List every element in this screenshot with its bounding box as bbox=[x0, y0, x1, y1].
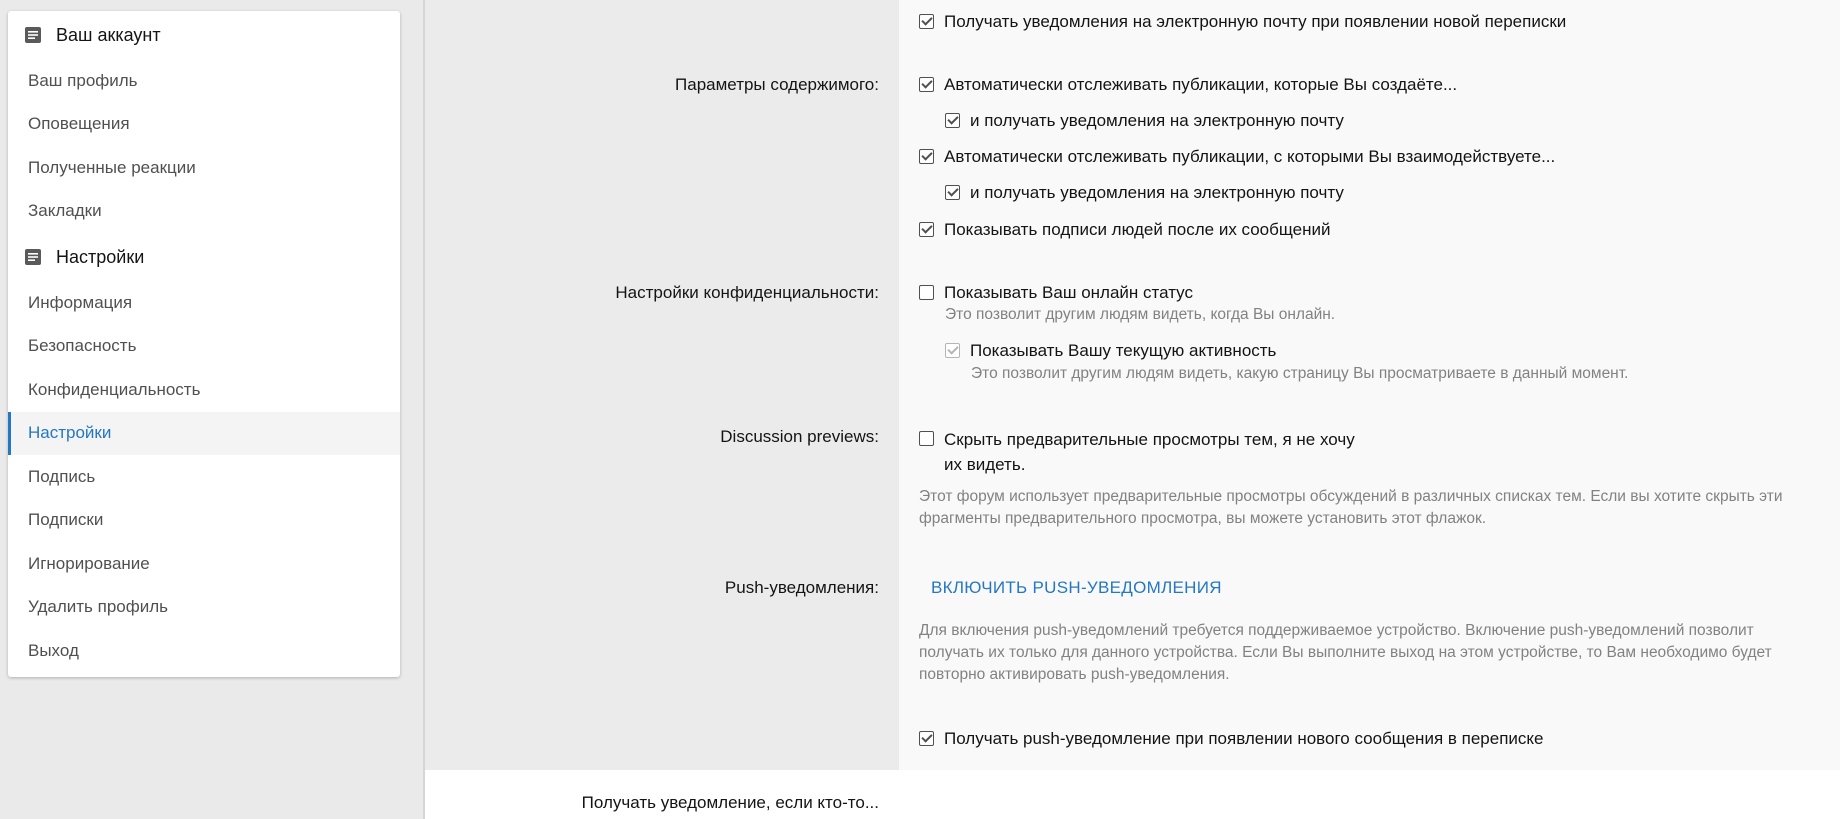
show-online-hint: Это позволит другим людям видеть, когда Вы онлайн. bbox=[945, 306, 1336, 323]
sidebar-area bbox=[0, 0, 424, 819]
discussion-previews-label: Discussion previews: bbox=[720, 427, 879, 446]
push-new-message-checkbox[interactable] bbox=[919, 731, 934, 746]
show-activity-checkbox[interactable] bbox=[945, 343, 960, 358]
sidebar-item-preferences[interactable]: Настройки bbox=[8, 412, 400, 456]
email-new-conversation-option[interactable]: Получать уведомления на электронную почту при появлении новой переписки bbox=[919, 12, 1566, 32]
push-new-message-option[interactable]: Получать push-уведомление при появлении нового сообщения в переписке bbox=[919, 729, 1543, 749]
watch-interacted-email-checkbox[interactable] bbox=[945, 185, 960, 200]
sidebar-item-profile[interactable]: Ваш профиль bbox=[28, 70, 138, 90]
sidebar-item-privacy[interactable]: Конфиденциальность bbox=[28, 379, 201, 399]
show-signatures-option[interactable]: Показывать подписи людей после их сообщений bbox=[919, 220, 1331, 240]
watch-created-email-checkbox[interactable] bbox=[945, 113, 960, 128]
hide-previews-option[interactable] bbox=[919, 427, 1355, 477]
show-online-checkbox[interactable] bbox=[919, 285, 934, 300]
sidebar-item-info[interactable]: Информация bbox=[28, 292, 133, 312]
sidebar-section-title: Ваш аккаунт bbox=[56, 24, 161, 45]
sidebar-item-logout[interactable]: Выход bbox=[28, 640, 79, 660]
document-icon bbox=[24, 26, 42, 44]
notify-if-someone-label: Получать уведомление, если кто-то... bbox=[581, 793, 879, 812]
sidebar-section-title: Настройки bbox=[56, 246, 145, 267]
sidebar-item-alerts[interactable]: Оповещения bbox=[28, 114, 130, 134]
sidebar-section-account bbox=[8, 11, 400, 59]
sidebar-item-security[interactable]: Безопасность bbox=[28, 336, 137, 356]
watch-interacted-checkbox[interactable] bbox=[919, 149, 934, 164]
sidebar-item-bookmarks[interactable]: Закладки bbox=[28, 201, 102, 221]
content-options-label: Параметры содержимого: bbox=[675, 75, 879, 94]
next-section-row bbox=[425, 770, 1840, 819]
email-new-conversation-checkbox[interactable] bbox=[919, 14, 934, 29]
hide-previews-text-line1: Скрыть предварительные просмотры тем, я не хочу bbox=[944, 430, 1355, 449]
show-online-option[interactable]: Показывать Ваш онлайн статус bbox=[919, 283, 1193, 303]
watch-interacted-email-option[interactable]: и получать уведомления на электронную почту bbox=[945, 183, 1344, 203]
watch-created-email-option[interactable]: и получать уведомления на электронную почту bbox=[945, 111, 1344, 131]
watch-created-checkbox[interactable] bbox=[919, 77, 934, 92]
sidebar-item-delete-profile[interactable]: Удалить профиль bbox=[28, 597, 169, 617]
hide-previews-text-line2: их видеть. bbox=[944, 455, 1026, 474]
hide-previews-checkbox[interactable] bbox=[919, 431, 934, 446]
show-activity-option[interactable]: Показывать Вашу текущую активность bbox=[945, 341, 1276, 361]
previews-hint: Этот форум использует предварительные просмотры обсуждений в различных списках тем. Если вы хотите скрыть эти фрагменты предварительного просмотра, вы можете установить этот флажок. bbox=[919, 488, 1783, 527]
watch-created-option[interactable]: Автоматически отслеживать публикации, которые Вы создаёте... bbox=[919, 75, 1457, 95]
sidebar-item-ignoring[interactable]: Игнорирование bbox=[28, 553, 150, 573]
sidebar-item-reactions[interactable]: Полученные реакции bbox=[28, 157, 196, 177]
show-activity-hint: Это позволит другим людям видеть, какую страницу Вы просматриваете в данный момент. bbox=[971, 365, 1629, 382]
sidebar-nav bbox=[8, 11, 400, 677]
privacy-options-label: Настройки конфиденциальности: bbox=[615, 283, 879, 302]
sidebar-section-settings bbox=[8, 233, 400, 281]
form-label-column bbox=[425, 0, 899, 770]
form-control-column bbox=[899, 0, 1840, 770]
sidebar-item-following[interactable]: Подписки bbox=[28, 510, 104, 530]
enable-push-button[interactable]: ВКЛЮЧИТЬ PUSH-УВЕДОМЛЕНИЯ bbox=[931, 578, 1222, 597]
document-icon bbox=[24, 248, 42, 266]
push-notifications-label: Push-уведомления: bbox=[724, 578, 879, 597]
sidebar-item-signature[interactable]: Подпись bbox=[28, 466, 96, 486]
push-hint: Для включения push-уведомлений требуется поддерживаемое устройство. Включение push-уведомлений позволит получать их только для данного устройства. Если Вы выполните выход на этом устройстве, то Вам необходимо будет повторно активировать push-уведомления. bbox=[919, 622, 1772, 683]
show-signatures-checkbox[interactable] bbox=[919, 222, 934, 237]
watch-interacted-option[interactable]: Автоматически отслеживать публикации, с которыми Вы взаимодействуете... bbox=[919, 147, 1555, 167]
